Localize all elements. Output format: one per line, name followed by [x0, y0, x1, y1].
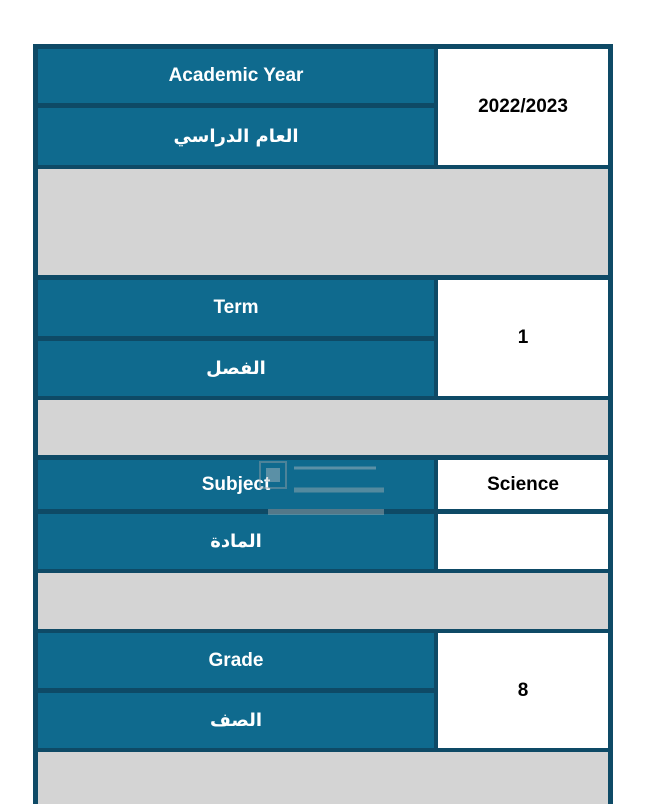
cover-info-table [33, 44, 613, 804]
academic-year-value: 2022/2023 [438, 49, 608, 165]
academic-year-label: Academic Year [38, 49, 434, 103]
grade-value: 8 [438, 633, 608, 748]
spacer-row [38, 400, 608, 455]
spacer-row [38, 573, 608, 629]
grade-label: Grade [38, 633, 434, 688]
academic-year-label-ar: العام الدراسي [38, 108, 434, 165]
subject-value-ar [438, 514, 608, 569]
grade-label-ar: الصف [38, 693, 434, 748]
term-label: Term [38, 280, 434, 336]
term-label-ar: الفصل [38, 341, 434, 396]
subject-value: Science [438, 460, 608, 509]
subject-label-ar: المادة [38, 514, 434, 569]
spacer-row [38, 169, 608, 275]
subject-label: Subject [38, 460, 434, 509]
term-value: 1 [438, 280, 608, 396]
spacer-row [38, 752, 608, 804]
